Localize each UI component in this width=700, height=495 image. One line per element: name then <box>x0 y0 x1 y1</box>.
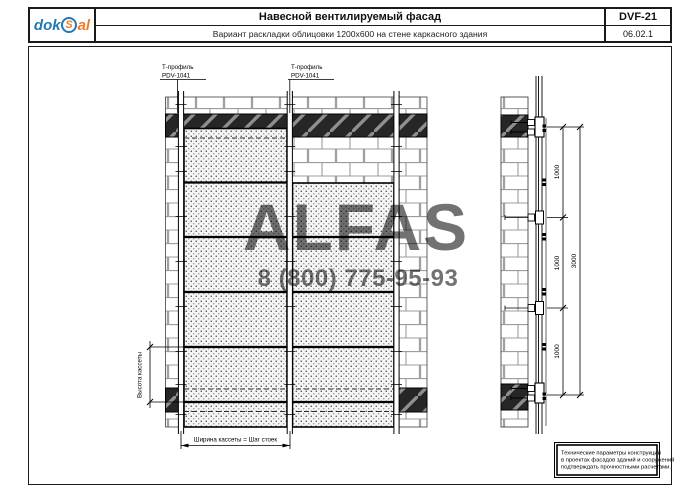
watermark-brand: ALFAS <box>242 190 470 264</box>
dim-cassette-width <box>181 431 290 449</box>
logo-text-al: al <box>77 16 91 34</box>
profile-callout-1-line1: Т-профиль <box>162 64 194 71</box>
note-box <box>555 443 675 478</box>
note-line-2: в проектах фасадов зданий и сооружений <box>561 457 675 464</box>
note-line-1: Технические параметры конструкций <box>561 450 661 457</box>
slab-section-top <box>501 115 528 137</box>
profile-callout-1-line2: PDV-1041 <box>162 72 191 80</box>
dim-1000-c: 1000 <box>554 344 561 359</box>
dim-3000: 3000 <box>571 253 578 269</box>
dim-cassette-width-label: Ширина кассеты = Шаг стоек <box>193 436 278 444</box>
dim-chain <box>547 124 584 398</box>
logo-text-dok: dok <box>33 16 61 34</box>
side-section <box>501 76 584 434</box>
profile-callout-2-line1: Т-профиль <box>291 64 323 71</box>
dim-1000-b: 1000 <box>554 255 561 271</box>
sheet-code: DVF-21 <box>604 9 670 26</box>
dim-cassette-height-label: Высота кассеты <box>136 352 144 398</box>
wall-section <box>501 97 528 427</box>
sheet-subtitle: Вариант раскладки облицовки 1200x600 на стене каркасного здания <box>212 28 488 39</box>
sheet-title: Навесной вентилируемый фасад <box>96 9 604 26</box>
dim-1000-a: 1000 <box>554 164 561 180</box>
cassette-clips <box>543 125 547 401</box>
watermark <box>243 190 469 292</box>
sheet-number: 06.02.1 <box>604 26 670 41</box>
watermark-phone: 8 (800) 775-95-93 <box>257 265 459 292</box>
note-line-3: подтверждать прочностными расчетами. <box>561 464 672 471</box>
slab-section-bottom <box>501 384 528 410</box>
logo-s-icon: S <box>61 17 77 33</box>
profile-callout-2-line2: PDV-1041 <box>291 72 320 80</box>
